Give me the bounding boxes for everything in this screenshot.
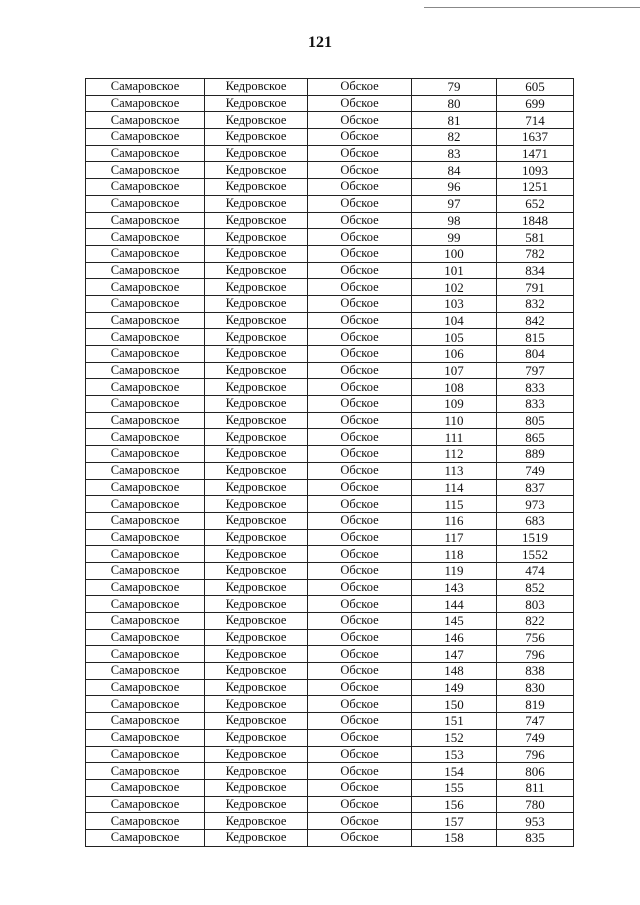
value-cell: 852 <box>497 579 574 596</box>
zone-cell: Самаровское <box>86 729 205 746</box>
table-row <box>86 496 574 513</box>
district-cell: Обское <box>308 562 412 579</box>
zone-cell: Самаровское <box>86 446 205 463</box>
value-cell: 1552 <box>497 546 574 563</box>
number-cell: 84 <box>412 162 497 179</box>
table-row <box>86 479 574 496</box>
value-cell: 838 <box>497 663 574 680</box>
value-cell: 605 <box>497 79 574 96</box>
value-cell: 819 <box>497 696 574 713</box>
table-row <box>86 279 574 296</box>
number-cell: 113 <box>412 462 497 479</box>
district-cell: Обское <box>308 295 412 312</box>
zone-cell: Самаровское <box>86 546 205 563</box>
field-cell: Кедровское <box>205 312 308 329</box>
zone-cell: Самаровское <box>86 479 205 496</box>
district-cell: Обское <box>308 245 412 262</box>
table-row <box>86 729 574 746</box>
number-cell: 79 <box>412 79 497 96</box>
number-cell: 81 <box>412 112 497 129</box>
value-cell: 780 <box>497 796 574 813</box>
zone-cell: Самаровское <box>86 462 205 479</box>
field-cell: Кедровское <box>205 663 308 680</box>
field-cell: Кедровское <box>205 179 308 196</box>
value-cell: 830 <box>497 679 574 696</box>
field-cell: Кедровское <box>205 346 308 363</box>
number-cell: 146 <box>412 629 497 646</box>
field-cell: Кедровское <box>205 162 308 179</box>
number-cell: 108 <box>412 379 497 396</box>
zone-cell: Самаровское <box>86 512 205 529</box>
district-cell: Обское <box>308 446 412 463</box>
number-cell: 149 <box>412 679 497 696</box>
district-cell: Обское <box>308 479 412 496</box>
field-cell: Кедровское <box>205 479 308 496</box>
field-cell: Кедровское <box>205 295 308 312</box>
field-cell: Кедровское <box>205 129 308 146</box>
table-row <box>86 546 574 563</box>
number-cell: 156 <box>412 796 497 813</box>
table-row <box>86 379 574 396</box>
district-cell: Обское <box>308 129 412 146</box>
zone-cell: Самаровское <box>86 295 205 312</box>
zone-cell: Самаровское <box>86 329 205 346</box>
field-cell: Кедровское <box>205 279 308 296</box>
table-row <box>86 562 574 579</box>
district-cell: Обское <box>308 329 412 346</box>
value-cell: 1637 <box>497 129 574 146</box>
field-cell: Кедровское <box>205 679 308 696</box>
district-cell: Обское <box>308 613 412 630</box>
number-cell: 98 <box>412 212 497 229</box>
value-cell: 1471 <box>497 145 574 162</box>
value-cell: 1093 <box>497 162 574 179</box>
value-cell: 837 <box>497 479 574 496</box>
data-table <box>85 78 574 847</box>
zone-cell: Самаровское <box>86 112 205 129</box>
district-cell: Обское <box>308 529 412 546</box>
value-cell: 822 <box>497 613 574 630</box>
table-row <box>86 679 574 696</box>
zone-cell: Самаровское <box>86 279 205 296</box>
number-cell: 157 <box>412 813 497 830</box>
number-cell: 105 <box>412 329 497 346</box>
district-cell: Обское <box>308 629 412 646</box>
zone-cell: Самаровское <box>86 529 205 546</box>
value-cell: 474 <box>497 562 574 579</box>
number-cell: 147 <box>412 646 497 663</box>
number-cell: 144 <box>412 596 497 613</box>
value-cell: 865 <box>497 429 574 446</box>
field-cell: Кедровское <box>205 496 308 513</box>
district-cell: Обское <box>308 179 412 196</box>
table-row <box>86 829 574 846</box>
value-cell: 815 <box>497 329 574 346</box>
field-cell: Кедровское <box>205 79 308 96</box>
number-cell: 101 <box>412 262 497 279</box>
number-cell: 143 <box>412 579 497 596</box>
value-cell: 747 <box>497 713 574 730</box>
table-row <box>86 663 574 680</box>
value-cell: 714 <box>497 112 574 129</box>
district-cell: Обское <box>308 79 412 96</box>
field-cell: Кедровское <box>205 95 308 112</box>
district-cell: Обское <box>308 462 412 479</box>
field-cell: Кедровское <box>205 696 308 713</box>
field-cell: Кедровское <box>205 596 308 613</box>
table-body <box>86 79 574 847</box>
field-cell: Кедровское <box>205 329 308 346</box>
value-cell: 833 <box>497 396 574 413</box>
table-row <box>86 145 574 162</box>
field-cell: Кедровское <box>205 713 308 730</box>
number-cell: 152 <box>412 729 497 746</box>
table-row <box>86 362 574 379</box>
zone-cell: Самаровское <box>86 829 205 846</box>
zone-cell: Самаровское <box>86 346 205 363</box>
zone-cell: Самаровское <box>86 129 205 146</box>
number-cell: 150 <box>412 696 497 713</box>
table-row <box>86 462 574 479</box>
table-row <box>86 295 574 312</box>
zone-cell: Самаровское <box>86 179 205 196</box>
district-cell: Обское <box>308 112 412 129</box>
value-cell: 805 <box>497 412 574 429</box>
zone-cell: Самаровское <box>86 79 205 96</box>
field-cell: Кедровское <box>205 763 308 780</box>
zone-cell: Самаровское <box>86 796 205 813</box>
district-cell: Обское <box>308 813 412 830</box>
zone-cell: Самаровское <box>86 613 205 630</box>
district-cell: Обское <box>308 195 412 212</box>
value-cell: 842 <box>497 312 574 329</box>
number-cell: 118 <box>412 546 497 563</box>
field-cell: Кедровское <box>205 529 308 546</box>
value-cell: 811 <box>497 779 574 796</box>
table-row <box>86 412 574 429</box>
zone-cell: Самаровское <box>86 195 205 212</box>
district-cell: Обское <box>308 396 412 413</box>
field-cell: Кедровское <box>205 195 308 212</box>
zone-cell: Самаровское <box>86 362 205 379</box>
number-cell: 111 <box>412 429 497 446</box>
table-row <box>86 396 574 413</box>
value-cell: 889 <box>497 446 574 463</box>
field-cell: Кедровское <box>205 446 308 463</box>
field-cell: Кедровское <box>205 379 308 396</box>
value-cell: 683 <box>497 512 574 529</box>
zone-cell: Самаровское <box>86 579 205 596</box>
number-cell: 107 <box>412 362 497 379</box>
value-cell: 749 <box>497 729 574 746</box>
value-cell: 806 <box>497 763 574 780</box>
district-cell: Обское <box>308 696 412 713</box>
field-cell: Кедровское <box>205 262 308 279</box>
field-cell: Кедровское <box>205 429 308 446</box>
district-cell: Обское <box>308 496 412 513</box>
number-cell: 155 <box>412 779 497 796</box>
district-cell: Обское <box>308 779 412 796</box>
field-cell: Кедровское <box>205 412 308 429</box>
number-cell: 80 <box>412 95 497 112</box>
field-cell: Кедровское <box>205 229 308 246</box>
table-row <box>86 446 574 463</box>
table-row <box>86 429 574 446</box>
table-row <box>86 779 574 796</box>
zone-cell: Самаровское <box>86 245 205 262</box>
number-cell: 82 <box>412 129 497 146</box>
value-cell: 1251 <box>497 179 574 196</box>
field-cell: Кедровское <box>205 813 308 830</box>
table-row <box>86 262 574 279</box>
district-cell: Обское <box>308 362 412 379</box>
number-cell: 151 <box>412 713 497 730</box>
district-cell: Обское <box>308 746 412 763</box>
value-cell: 791 <box>497 279 574 296</box>
number-cell: 109 <box>412 396 497 413</box>
district-cell: Обское <box>308 262 412 279</box>
field-cell: Кедровское <box>205 629 308 646</box>
zone-cell: Самаровское <box>86 746 205 763</box>
number-cell: 83 <box>412 145 497 162</box>
field-cell: Кедровское <box>205 579 308 596</box>
district-cell: Обское <box>308 229 412 246</box>
table-row <box>86 129 574 146</box>
table-row <box>86 596 574 613</box>
district-cell: Обское <box>308 596 412 613</box>
value-cell: 804 <box>497 346 574 363</box>
table-row <box>86 763 574 780</box>
district-cell: Обское <box>308 512 412 529</box>
district-cell: Обское <box>308 279 412 296</box>
district-cell: Обское <box>308 429 412 446</box>
field-cell: Кедровское <box>205 245 308 262</box>
page-number: 121 <box>308 34 332 51</box>
zone-cell: Самаровское <box>86 562 205 579</box>
field-cell: Кедровское <box>205 462 308 479</box>
value-cell: 834 <box>497 262 574 279</box>
table-row <box>86 529 574 546</box>
field-cell: Кедровское <box>205 779 308 796</box>
field-cell: Кедровское <box>205 729 308 746</box>
value-cell: 581 <box>497 229 574 246</box>
table-row <box>86 813 574 830</box>
value-cell: 756 <box>497 629 574 646</box>
field-cell: Кедровское <box>205 796 308 813</box>
number-cell: 117 <box>412 529 497 546</box>
district-cell: Обское <box>308 312 412 329</box>
district-cell: Обское <box>308 679 412 696</box>
zone-cell: Самаровское <box>86 813 205 830</box>
table-row <box>86 629 574 646</box>
table-row <box>86 579 574 596</box>
field-cell: Кедровское <box>205 212 308 229</box>
number-cell: 114 <box>412 479 497 496</box>
value-cell: 832 <box>497 295 574 312</box>
value-cell: 749 <box>497 462 574 479</box>
value-cell: 782 <box>497 245 574 262</box>
zone-cell: Самаровское <box>86 496 205 513</box>
value-cell: 835 <box>497 829 574 846</box>
number-cell: 154 <box>412 763 497 780</box>
value-cell: 953 <box>497 813 574 830</box>
zone-cell: Самаровское <box>86 262 205 279</box>
zone-cell: Самаровское <box>86 596 205 613</box>
table-row <box>86 796 574 813</box>
district-cell: Обское <box>308 379 412 396</box>
number-cell: 116 <box>412 512 497 529</box>
zone-cell: Самаровское <box>86 312 205 329</box>
table-row <box>86 329 574 346</box>
district-cell: Обское <box>308 162 412 179</box>
table-row <box>86 229 574 246</box>
value-cell: 833 <box>497 379 574 396</box>
zone-cell: Самаровское <box>86 696 205 713</box>
table-row <box>86 212 574 229</box>
number-cell: 103 <box>412 295 497 312</box>
zone-cell: Самаровское <box>86 145 205 162</box>
table-row <box>86 512 574 529</box>
value-cell: 796 <box>497 646 574 663</box>
district-cell: Обское <box>308 212 412 229</box>
field-cell: Кедровское <box>205 646 308 663</box>
top-rule <box>424 7 640 8</box>
zone-cell: Самаровское <box>86 663 205 680</box>
table-row <box>86 713 574 730</box>
value-cell: 1848 <box>497 212 574 229</box>
value-cell: 699 <box>497 95 574 112</box>
value-cell: 1519 <box>497 529 574 546</box>
number-cell: 145 <box>412 613 497 630</box>
zone-cell: Самаровское <box>86 95 205 112</box>
value-cell: 796 <box>497 746 574 763</box>
table-row <box>86 162 574 179</box>
zone-cell: Самаровское <box>86 379 205 396</box>
field-cell: Кедровское <box>205 362 308 379</box>
district-cell: Обское <box>308 663 412 680</box>
number-cell: 99 <box>412 229 497 246</box>
zone-cell: Самаровское <box>86 412 205 429</box>
number-cell: 153 <box>412 746 497 763</box>
number-cell: 96 <box>412 179 497 196</box>
table-row <box>86 312 574 329</box>
number-cell: 112 <box>412 446 497 463</box>
district-cell: Обское <box>308 579 412 596</box>
field-cell: Кедровское <box>205 562 308 579</box>
table-row <box>86 646 574 663</box>
table-row <box>86 696 574 713</box>
zone-cell: Самаровское <box>86 229 205 246</box>
value-cell: 803 <box>497 596 574 613</box>
district-cell: Обское <box>308 729 412 746</box>
number-cell: 104 <box>412 312 497 329</box>
field-cell: Кедровское <box>205 512 308 529</box>
field-cell: Кедровское <box>205 112 308 129</box>
district-cell: Обское <box>308 829 412 846</box>
district-cell: Обское <box>308 796 412 813</box>
district-cell: Обское <box>308 713 412 730</box>
district-cell: Обское <box>308 346 412 363</box>
zone-cell: Самаровское <box>86 396 205 413</box>
table-row <box>86 195 574 212</box>
table-row <box>86 613 574 630</box>
value-cell: 973 <box>497 496 574 513</box>
field-cell: Кедровское <box>205 396 308 413</box>
zone-cell: Самаровское <box>86 429 205 446</box>
field-cell: Кедровское <box>205 546 308 563</box>
zone-cell: Самаровское <box>86 212 205 229</box>
number-cell: 97 <box>412 195 497 212</box>
district-cell: Обское <box>308 646 412 663</box>
zone-cell: Самаровское <box>86 162 205 179</box>
table-row <box>86 179 574 196</box>
table-row <box>86 346 574 363</box>
zone-cell: Самаровское <box>86 679 205 696</box>
number-cell: 100 <box>412 245 497 262</box>
table-row <box>86 95 574 112</box>
district-cell: Обское <box>308 763 412 780</box>
field-cell: Кедровское <box>205 746 308 763</box>
table-row <box>86 79 574 96</box>
table-row <box>86 245 574 262</box>
table-row <box>86 746 574 763</box>
number-cell: 106 <box>412 346 497 363</box>
value-cell: 797 <box>497 362 574 379</box>
number-cell: 102 <box>412 279 497 296</box>
number-cell: 148 <box>412 663 497 680</box>
table-row <box>86 112 574 129</box>
number-cell: 158 <box>412 829 497 846</box>
number-cell: 119 <box>412 562 497 579</box>
number-cell: 110 <box>412 412 497 429</box>
field-cell: Кедровское <box>205 613 308 630</box>
zone-cell: Самаровское <box>86 763 205 780</box>
number-cell: 115 <box>412 496 497 513</box>
field-cell: Кедровское <box>205 145 308 162</box>
district-cell: Обское <box>308 95 412 112</box>
zone-cell: Самаровское <box>86 629 205 646</box>
zone-cell: Самаровское <box>86 713 205 730</box>
zone-cell: Самаровское <box>86 779 205 796</box>
district-cell: Обское <box>308 412 412 429</box>
field-cell: Кедровское <box>205 829 308 846</box>
zone-cell: Самаровское <box>86 646 205 663</box>
district-cell: Обское <box>308 546 412 563</box>
value-cell: 652 <box>497 195 574 212</box>
district-cell: Обское <box>308 145 412 162</box>
